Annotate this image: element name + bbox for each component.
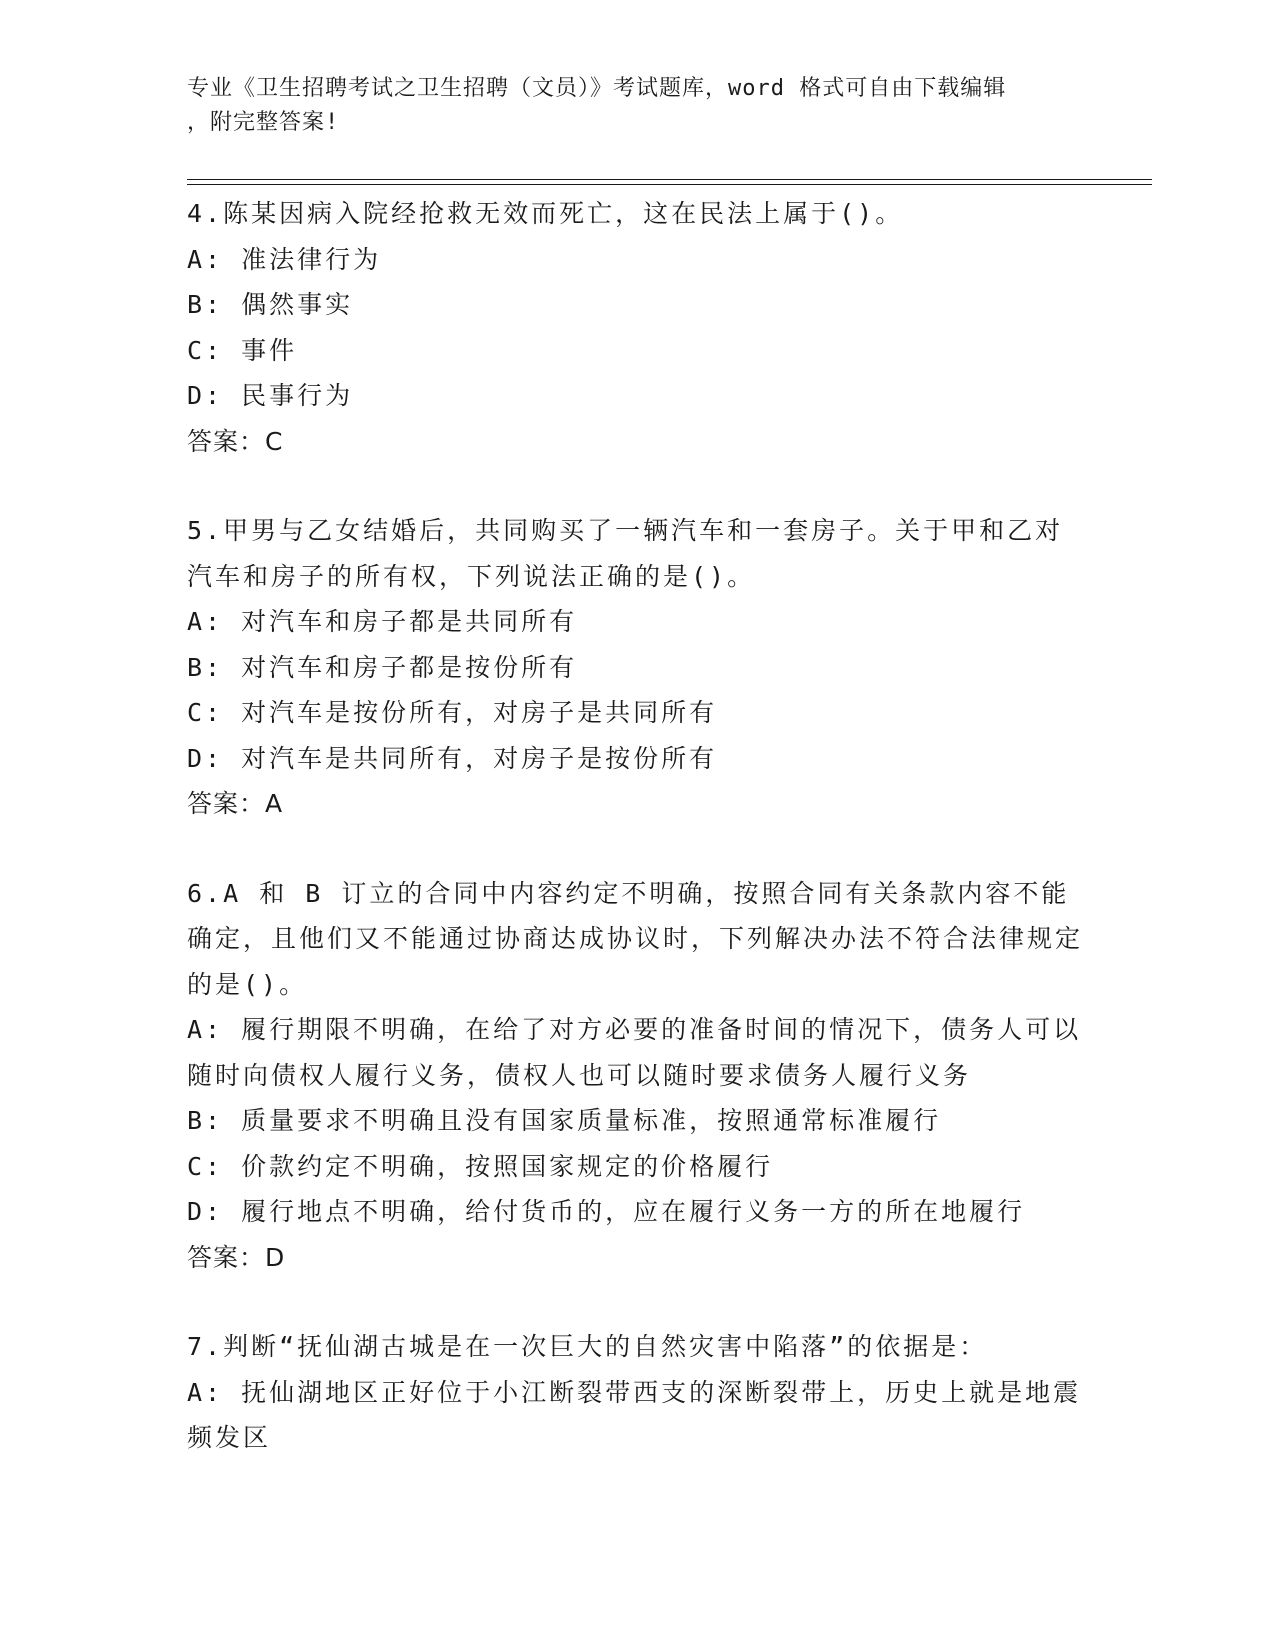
question-stem: 4.陈某因病入院经抢救无效而死亡，这在民法上属于()。 [187, 199, 904, 228]
question-list [187, 191, 1087, 1505]
answer-label: 答案：A [187, 789, 284, 818]
option-c: C: 价款约定不明确，按照国家规定的价格履行 [187, 1151, 774, 1181]
question-7 [187, 1324, 1087, 1461]
option-c: C: 对汽车是按份所有，对房子是共同所有 [187, 698, 718, 727]
option-c: C: 事件 [187, 335, 298, 365]
question-stem: 5.甲男与乙女结婚后，共同购买了一辆汽车和一套房子。关于甲和乙对汽车和房子的所有权，下列说法正确的是()。 [187, 516, 1064, 591]
option-b: B: 偶然事实 [187, 290, 354, 319]
document-header [187, 72, 1067, 140]
option-d: D: 对汽车是共同所有，对房子是按份所有 [187, 743, 718, 773]
answer-label: 答案：C [187, 426, 284, 456]
option-d: D: 民事行为 [187, 381, 354, 410]
question-stem: 7.判断“抚仙湖古城是在一次巨大的自然灾害中陷落”的依据是： [187, 1332, 988, 1361]
option-b: B: 质量要求不明确且没有国家质量标准，按照通常标准履行 [187, 1106, 942, 1135]
header-divider-top [187, 179, 1152, 180]
option-d: D: 履行地点不明确，给付货币的，应在履行义务一方的所在地履行 [187, 1197, 1026, 1226]
option-a: A: 履行期限不明确，在给了对方必要的准备时间的情况下，债务人可以随时向债权人履行义务，债权人也可以随时要求债务人履行义务 [187, 1015, 1082, 1090]
question-5 [187, 508, 1087, 827]
question-4 [187, 191, 1087, 464]
option-a: A: 准法律行为 [187, 244, 382, 274]
option-a: A: 对汽车和房子都是共同所有 [187, 607, 578, 636]
question-6 [187, 871, 1087, 1281]
header-line-2: ，附完整答案! [187, 110, 340, 135]
answer-label: 答案：D [187, 1242, 286, 1272]
question-stem: 6.A 和 B 订立的合同中内容约定不明确，按照合同有关条款内容不能确定，且他们又不能通过协商达成协议时，下列解决办法不符合法律规定的是()。 [187, 878, 1084, 999]
header-line-1: 专业《卫生招聘考试之卫生招聘（文员）》考试题库，word 格式可自由下载编辑 [187, 76, 1007, 101]
header-divider-bottom [187, 184, 1152, 185]
option-b: B: 对汽车和房子都是按份所有 [187, 652, 578, 682]
option-a: A: 抚仙湖地区正好位于小江断裂带西支的深断裂带上，历史上就是地震频发区 [187, 1377, 1082, 1452]
